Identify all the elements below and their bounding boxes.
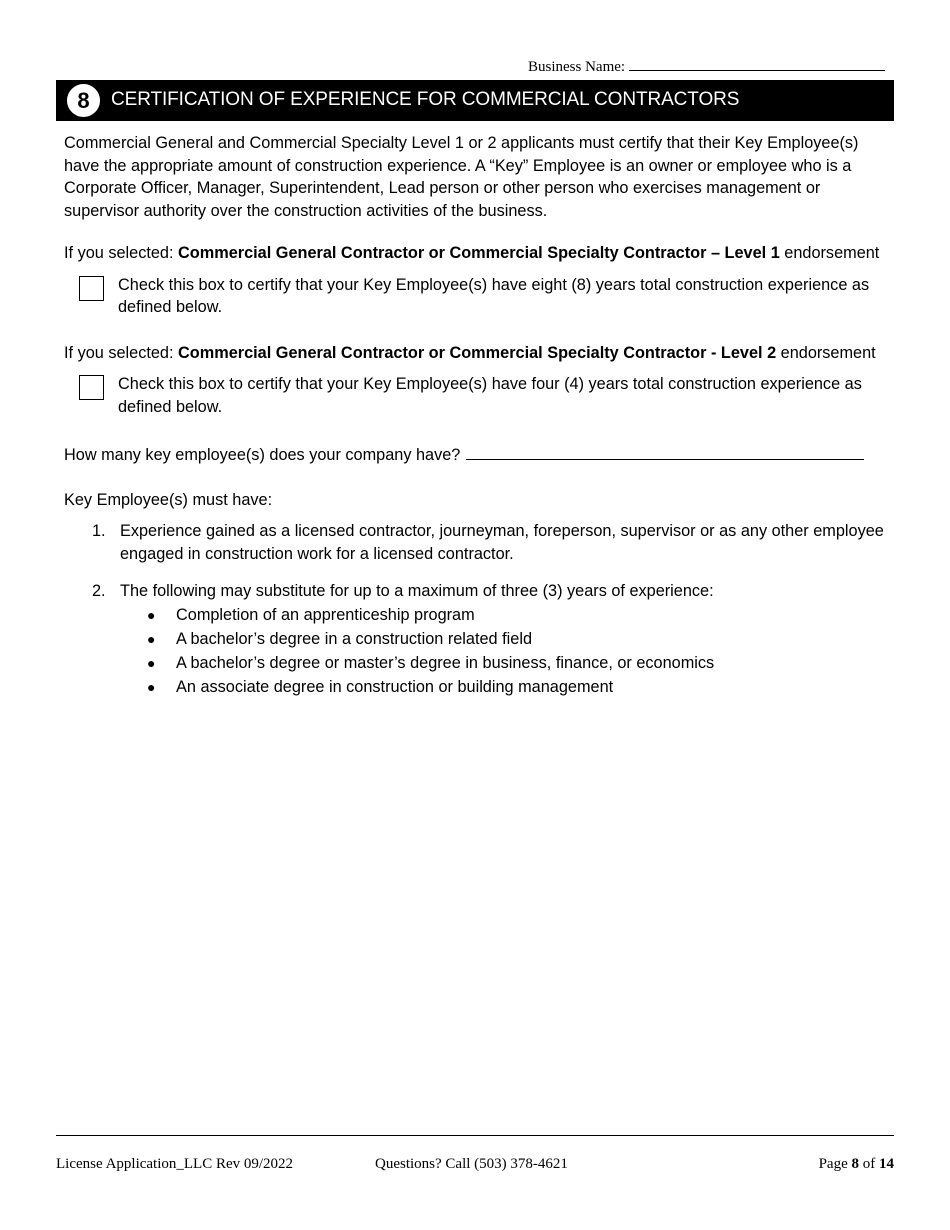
bullet-text: A bachelor’s degree in a construction related field [176, 629, 533, 648]
level1-certify-checkbox[interactable] [79, 276, 104, 301]
level2-certify-text: Check this box to certify that your Key Employee(s) have four (4) years total construction experience as defined below. [118, 375, 862, 416]
bullet-text: Completion of an apprenticeship program [176, 605, 475, 624]
bullet-item [120, 652, 894, 675]
bullet-item [120, 628, 894, 651]
level1-selection-text [64, 242, 894, 265]
section-header-bar [56, 80, 894, 121]
bullet-icon: ● [147, 606, 156, 623]
key-employee-question [64, 442, 894, 467]
bullet-text: An associate degree in construction or building management [176, 677, 614, 696]
key-employee-question-label: How many key employee(s) does your company have? [64, 446, 461, 464]
list-item-number: 1. [92, 522, 106, 540]
level1-endorsement-name: Commercial General Contractor or Commercial Specialty Contractor – Level 1 [178, 244, 780, 262]
level1-certify-text: Check this box to certify that your Key Employee(s) have eight (8) years total construction experience as defined below. [118, 275, 870, 316]
page-of: of [859, 1156, 879, 1172]
page-total: 14 [879, 1156, 894, 1172]
footer-page-number [819, 1156, 894, 1173]
list-item [64, 520, 894, 565]
list-item-text: Experience gained as a licensed contractor, journeyman, foreperson, supervisor or as any other employee engaged in construction work for a licensed contractor. [120, 522, 884, 563]
level2-certify-checkbox[interactable] [79, 375, 104, 400]
level2-endorsement-name: Commercial General Contractor or Commercial Specialty Contractor - Level 2 [178, 343, 777, 362]
level1-certify-row [64, 274, 894, 319]
bullet-item [120, 604, 894, 627]
level2-suffix: endorsement [776, 343, 876, 362]
requirements-heading: Key Employee(s) must have: [64, 490, 273, 509]
business-name-input[interactable] [629, 56, 885, 71]
list-item-text: The following may substitute for up to a maximum of three (3) years of experience: [120, 582, 714, 600]
requirements-list [64, 520, 894, 698]
substitution-bullets [120, 604, 894, 699]
bullet-item [120, 676, 894, 699]
bullet-icon: ● [147, 630, 156, 647]
footer-doc-id: License Application_LLC Rev 09/2022 [56, 1156, 294, 1172]
section-title: CERTIFICATION OF EXPERIENCE FOR COMMERCIAL CONTRACTORS [111, 89, 740, 110]
level1-prefix: If you selected: [64, 244, 179, 262]
list-item [64, 580, 894, 698]
page-current: 8 [851, 1156, 859, 1172]
business-name-label: Business Name: [528, 59, 626, 75]
level2-prefix: If you selected: [64, 343, 179, 362]
section-content [64, 132, 894, 713]
key-employee-count-input[interactable] [466, 442, 864, 460]
footer-questions: Questions? Call (503) 378-4621 [375, 1156, 568, 1172]
list-item-number: 2. [92, 582, 106, 600]
level2-certify-row [64, 373, 894, 418]
business-name-field [528, 56, 885, 76]
page-label: Page [818, 1156, 852, 1172]
bullet-icon: ● [147, 654, 156, 671]
bullet-text: A bachelor’s degree or master’s degree in business, finance, or economics [176, 653, 715, 672]
bullet-icon: ● [147, 678, 156, 695]
footer-divider [56, 1135, 894, 1136]
level1-suffix: endorsement [779, 244, 880, 262]
section-number-badge: 8 [65, 82, 102, 119]
intro-paragraph: Commercial General and Commercial Specialty Level 1 or 2 applicants must certify that their Key Employee(s) have the appropriate amount of construction experience. A “Key” Employee is an owner or employee who is a Corporate Officer, Manager, Superintendent, Lead person or other person who exercises management or supervisor authority over the construction activities of the business. [64, 134, 859, 220]
level2-selection-text [64, 342, 894, 365]
